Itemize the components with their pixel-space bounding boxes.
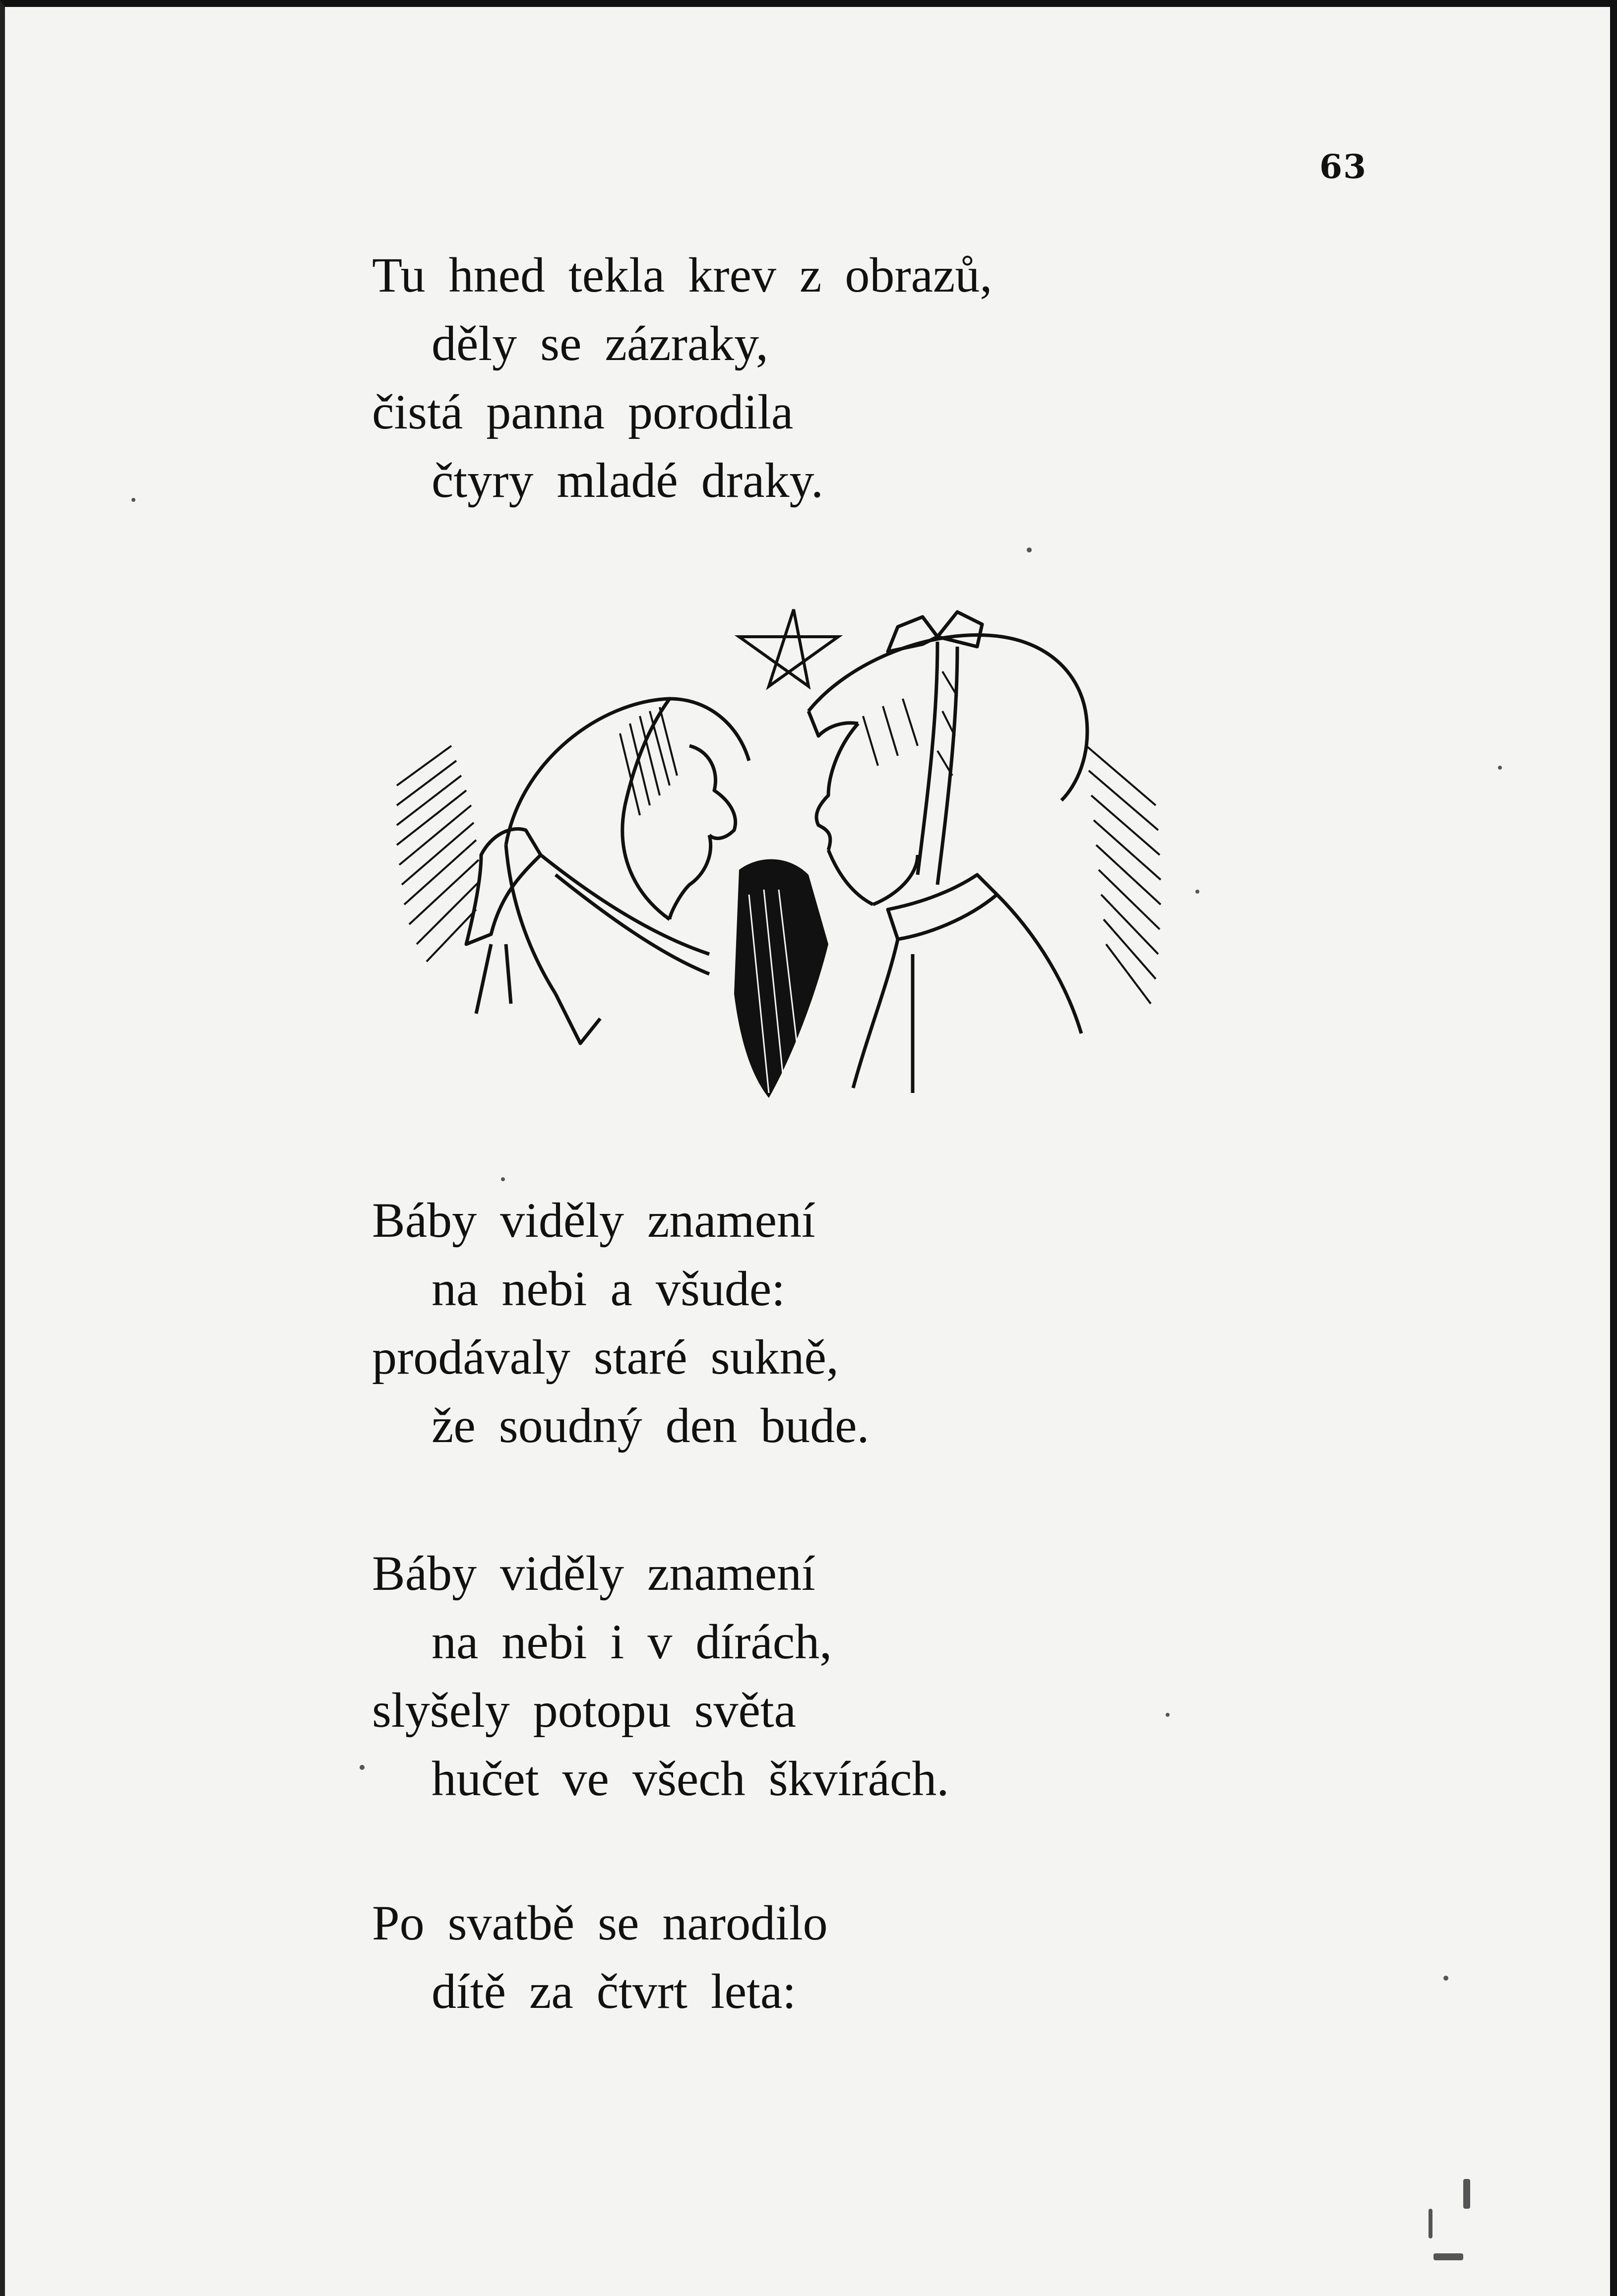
scan-speck [501, 1177, 505, 1181]
scan-speck [360, 1765, 365, 1770]
scan-speck [1463, 2179, 1470, 2209]
verse-line: na nebi a všude: [432, 1261, 786, 1316]
page-number: 63 [1319, 147, 1367, 186]
right-woman-figure [808, 612, 1087, 1093]
scan-speck [131, 498, 135, 502]
verse-line: hučet ve všech škvírách. [432, 1751, 949, 1806]
verse-line: prodávaly staré sukně, [372, 1329, 839, 1385]
pentagram-star-icon [739, 609, 838, 686]
scan-speck [1166, 1713, 1170, 1717]
whispering-women-illustration [392, 597, 1166, 1108]
right-hatching [1086, 746, 1161, 1004]
stanza-1 [372, 241, 992, 515]
verse-line: čtyry mladé draky. [432, 453, 823, 508]
verse-line: na nebi i v dírách, [432, 1614, 832, 1669]
verse-line: že soudný den bude. [432, 1398, 870, 1453]
scan-speck [1429, 2209, 1432, 2238]
verse-line: dítě za čtvrt leta: [432, 1964, 797, 2019]
scan-speck [1433, 2253, 1463, 2260]
scan-speck [1443, 1976, 1448, 1981]
verse-line: Tu hned tekla krev z obrazů, [372, 247, 993, 302]
verse-line: čistá panna porodila [372, 384, 794, 439]
left-woman-figure [466, 699, 749, 1043]
stanza-2 [372, 1186, 869, 1460]
verse-line: Po svatbě se narodilo [372, 1895, 828, 1950]
stanza-3 [372, 1539, 949, 1813]
left-hatching [397, 746, 479, 962]
scan-speck [1498, 766, 1502, 770]
verse-line: Báby viděly znamení [372, 1193, 815, 1248]
verse-line: děly se zázraky, [432, 316, 768, 371]
verse-line: Báby viděly znamení [372, 1546, 815, 1601]
center-shading [734, 859, 828, 1098]
stanza-4 [372, 1889, 828, 2026]
scan-speck [1027, 547, 1032, 552]
verse-line: slyšely potopu světa [372, 1683, 797, 1738]
scan-speck [1195, 890, 1199, 894]
